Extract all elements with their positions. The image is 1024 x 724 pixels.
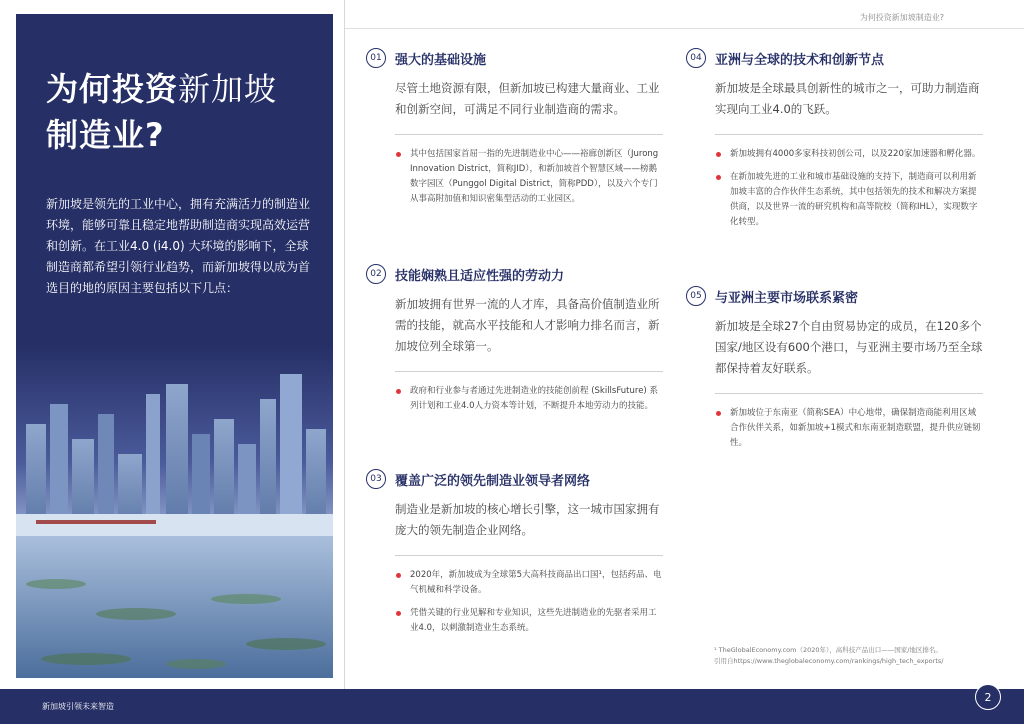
divider [395, 555, 663, 556]
bullet-item: 在新加坡先进的工业和城市基础设施的支持下，制造商可以利用新加坡丰富的合作伙伴生态系统，其中包括领先的技术和解决方案提供商，以及世界一流的研究机构和高等院校（简称IHL），实现数字化转型。 [715, 170, 983, 230]
section-number: 04 [686, 48, 706, 68]
section-number: 01 [366, 48, 386, 68]
section-body: 新加坡拥有世界一流的人才库，具备高价值制造业所需的技能，就高水平技能和人才影响力排名而言，新加坡位列全球第一。 [395, 297, 660, 353]
footnote-line: ¹ TheGlobalEconomy.com（2020年），高科技产品出口——国家/地区排名。 [714, 646, 942, 654]
bullet-item: 政府和行业参与者通过先进制造业的技能创前程 (SkillsFuture) 系列计划和工业4.0人力资本等计划，不断提升本地劳动力的技能。 [395, 384, 663, 414]
section-workforce [366, 264, 663, 422]
section-body: 尽管土地资源有限，但新加坡已构建大量商业、工业和创新空间，可满足不同行业制造商的需求。 [395, 81, 660, 116]
title-bold: 为何投资 [46, 70, 179, 108]
section-title: 亚洲与全球的技术和创新节点 [715, 52, 885, 68]
section-title: 覆盖广泛的领先制造业领导者网络 [395, 473, 591, 489]
section-title: 技能娴熟且适应性强的劳动力 [395, 268, 565, 284]
title-line2: 制造业? [46, 116, 165, 154]
footer-text: 新加坡引领未来智造 [42, 702, 114, 711]
section-body: 制造业是新加坡的核心增长引擎，这一城市国家拥有庞大的领先制造企业网络。 [395, 502, 660, 537]
section-number: 05 [686, 286, 706, 306]
divider [715, 393, 983, 394]
title-light: 新加坡 [178, 70, 278, 108]
divider [395, 371, 663, 372]
section-title: 强大的基础设施 [395, 52, 487, 68]
intro-paragraph: 新加坡是领先的工业中心，拥有充满活力的制造业环境，能够可靠且稳定地帮助制造商实现高效运营和创新。在工业4.0 (i4.0) 大环境的影响下，全球制造商都希望引领行业趋势，而新加坡得以成为首选目的地的原因主要包括以下几点： [46, 197, 311, 295]
bullet-item: 其中包括国家首屈一指的先进制造业中心——裕廊创新区（Jurong Innovation District，简称JID），和新加坡首个智慧区域——榜鹅数字园区（Punggol Digital District，简称PDD），以及六个专门从事高附加值和知识密集型活动的工业园区。 [395, 147, 663, 207]
section-innovation-hub [686, 48, 983, 238]
section-infrastructure [366, 48, 663, 215]
page-number: 2 [975, 684, 1001, 710]
section-network [366, 469, 663, 644]
section-body: 新加坡是全球27个自由贸易协定的成员，在120多个国家/地区设有600个港口，与亚洲主要市场乃至全球都保持着友好联系。 [715, 319, 983, 375]
section-body: 新加坡是全球最具创新性的城市之一，可助力制造商实现向工业4.0的飞跃。 [715, 81, 980, 116]
bullet-item: 凭借关键的行业见解和专业知识，这些先进制造业的先驱者采用工业4.0，以刺激制造业生态系统。 [395, 606, 663, 636]
footnote-link[interactable]: 引用自https://www.theglobaleconomy.com/rankings/high_tech_exports/ [714, 657, 944, 665]
divider [715, 134, 983, 135]
footnote [714, 645, 994, 667]
left-panel [16, 14, 333, 678]
page-footer [0, 689, 1024, 724]
divider [395, 134, 663, 135]
section-number: 02 [366, 264, 386, 284]
section-market-connectivity [686, 286, 983, 459]
bullet-item: 新加坡位于东南亚（简称SEA）中心地带，确保制造商能利用区域合作伙伴关系，如新加坡+1模式和东南亚制造联盟，提升供应链韧性。 [715, 406, 983, 451]
city-skyline-image [16, 344, 333, 678]
section-number: 03 [366, 469, 386, 489]
bullet-item: 2020年，新加坡成为全球第5大高科技商品出口国¹，包括药品、电气机械和科学设备。 [395, 568, 663, 598]
running-header: 为何投资新加坡制造业? [859, 13, 944, 22]
header-divider [345, 28, 1024, 29]
page-title [46, 66, 277, 158]
bullet-item: 新加坡拥有4000多家科技初创公司，以及220家加速器和孵化器。 [715, 147, 983, 162]
section-title: 与亚洲主要市场联系紧密 [715, 290, 859, 306]
